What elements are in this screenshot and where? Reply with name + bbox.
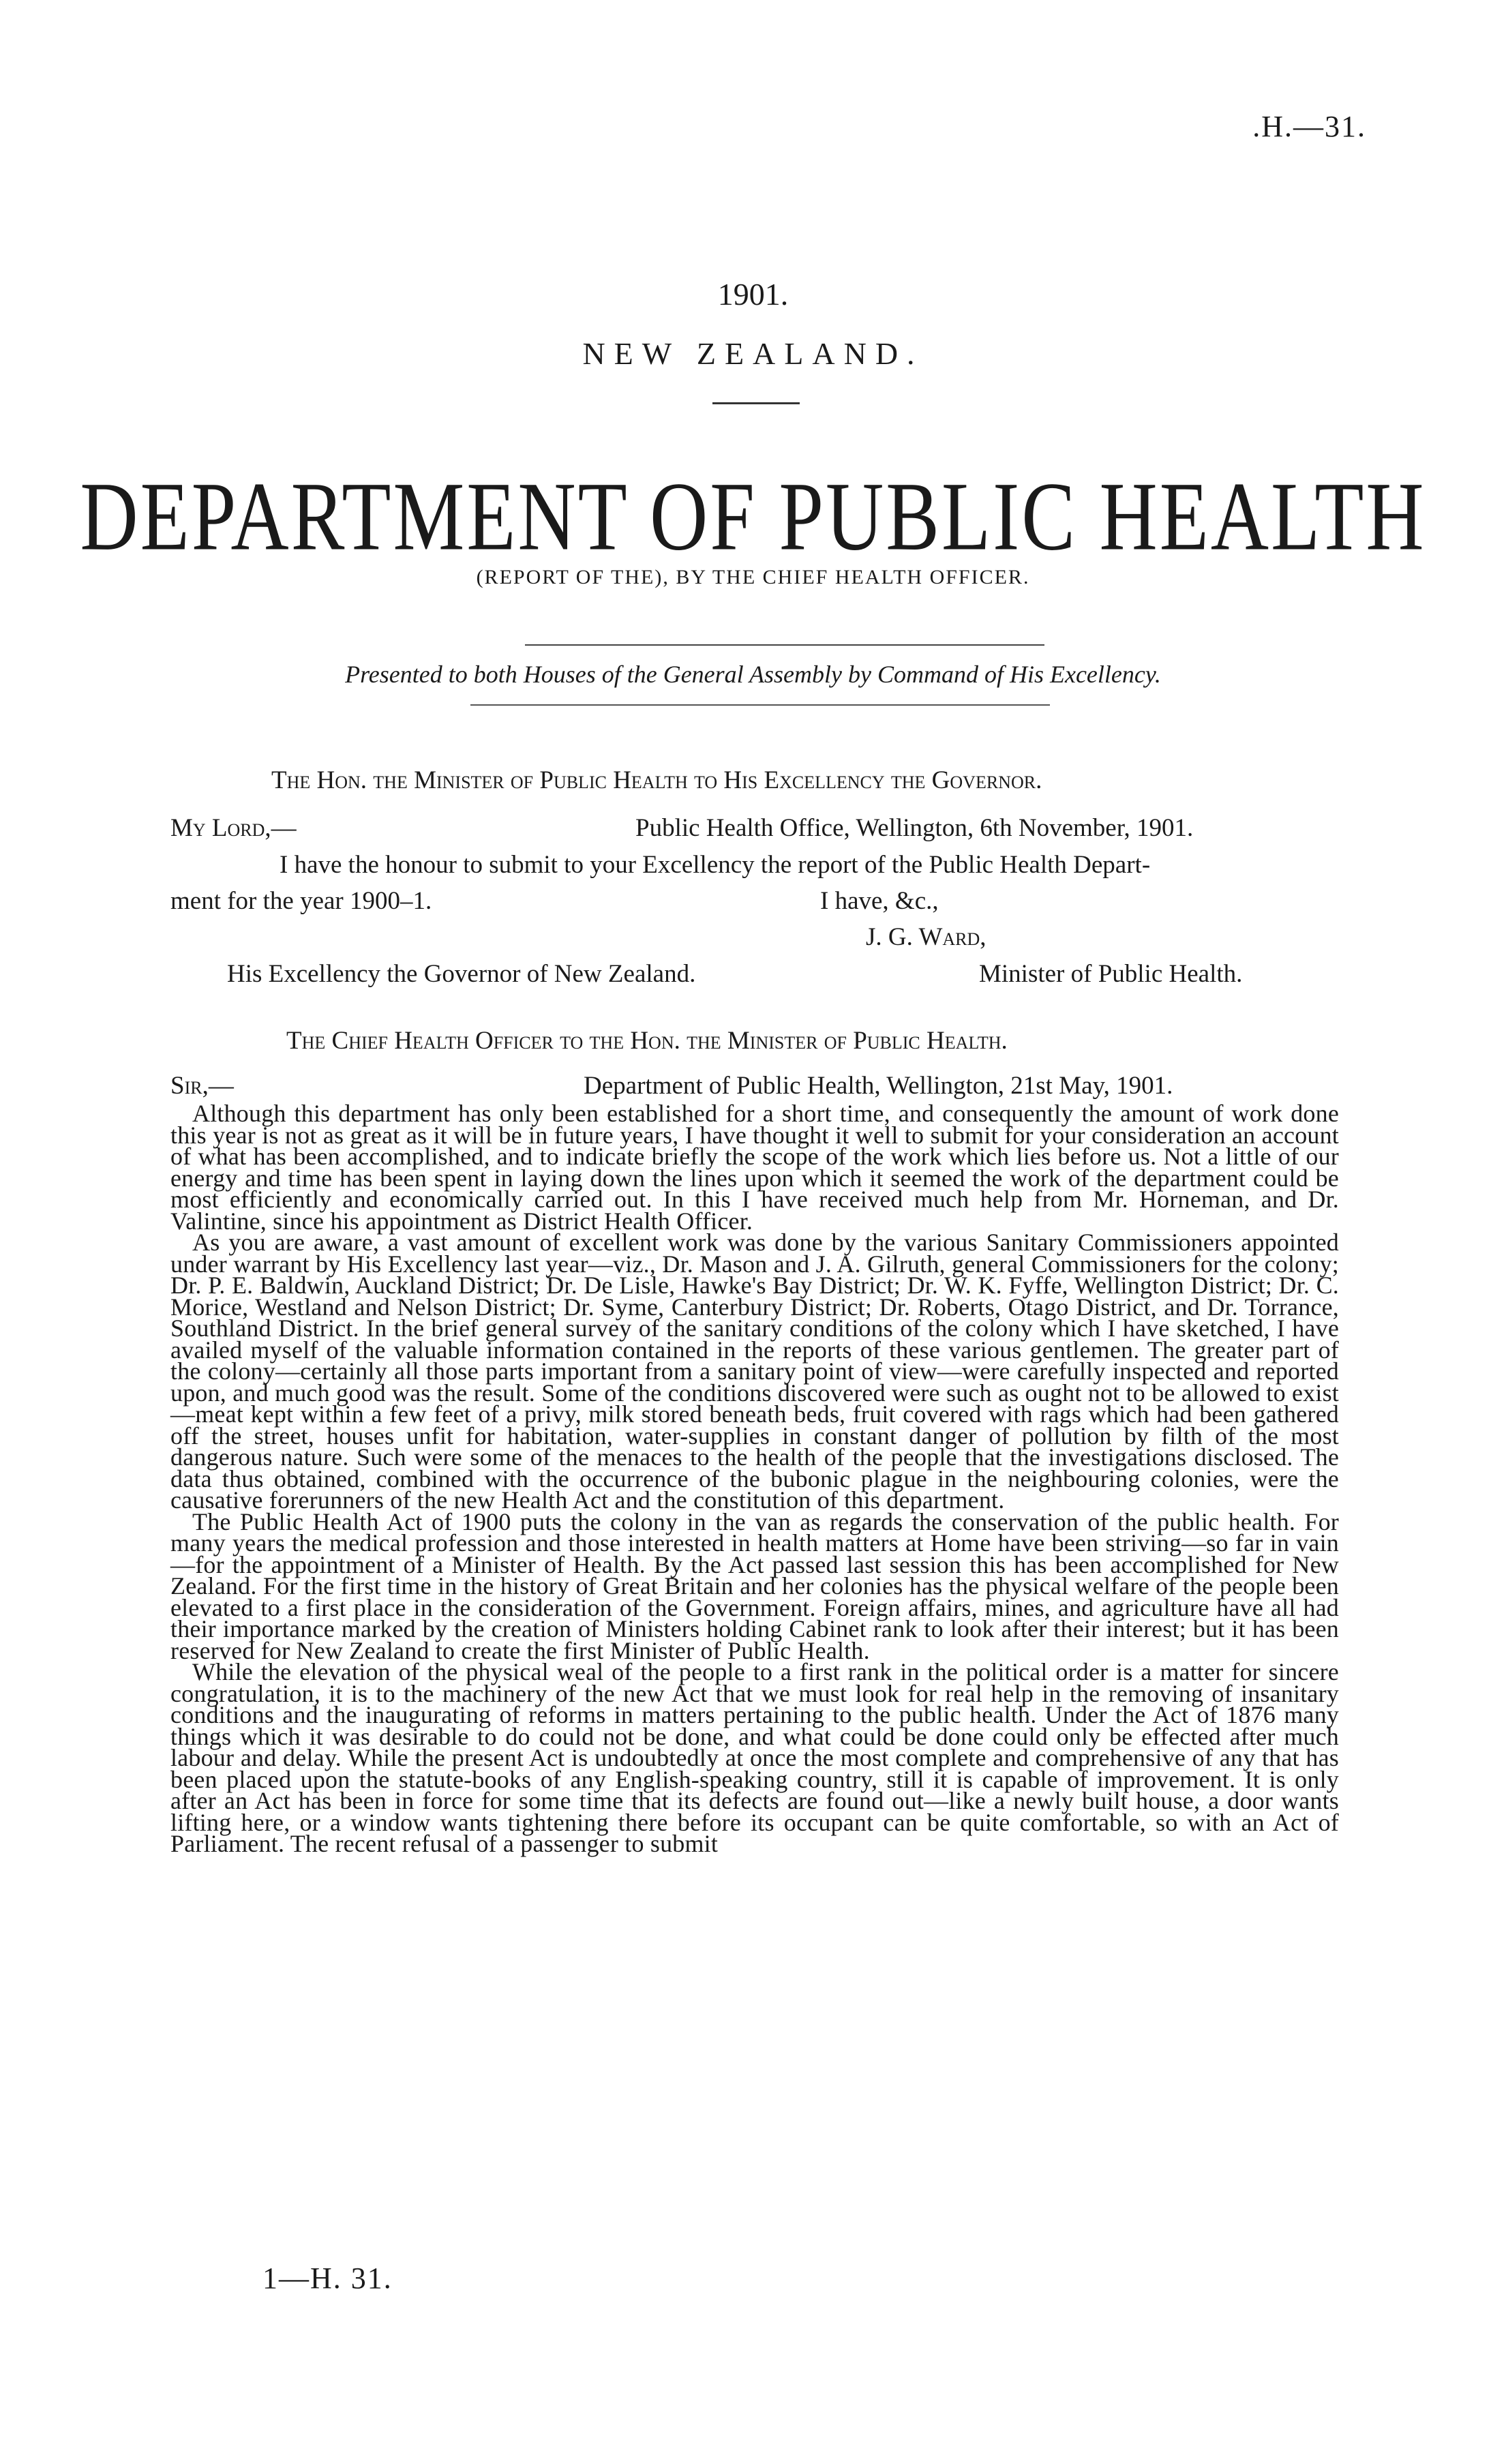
document-subtitle: (REPORT OF THE), BY THE CHIEF HEALTH OFFICER.	[476, 566, 1030, 588]
country-name: NEW ZEALAND.	[582, 336, 924, 371]
paragraph: Although this department has only been established for a short time, and consequently the amount of work done this year is not as great as it will be in future years, I have thought it well to submit for your consideration an account of what has been accomplished, and to indicate briefly the scope of the work which lies before us. Not a little of our energy and time has been spent in laying down the lines upon which it seemed the work of the department could be most efficiently and economically carried out. In this I have received much help from Mr. Horneman, and Dr. Valintine, since his appointment as District Health Officer.	[170, 1100, 1339, 1235]
paragraph: While the elevation of the physical weal of the people to a first rank in the political order is a matter for sincere congratulation, it is to the machinery of the new Act that we must look for real help in the removing of insanitary conditions and the inaugurating of reforms in matters pertaining to the public health. Under the Act of 1876 many things which it was desirable to do could not be done, and what could be done could only be effected after much labour and delay. While the present Act is undoubtedly at once the most complete and comprehensive of any that has been placed upon the statute-books of any English-speaking country, still it is capable of improvement. It is only after an Act has been in force for some time that its defects are found out—like a newly built house, a door wants lifting here, or a window wants tightening there before its occupant can be quite comfortable, so with an Act of Parliament. The recent refusal of a passenger to submit	[170, 1658, 1339, 1857]
letter1-salutation: My Lord,—	[170, 814, 297, 842]
page-reference: .H.—31.	[1252, 110, 1366, 143]
letter1-place-date: Public Health Office, Wellington, 6th November, 1901.	[635, 814, 1194, 842]
footer-page-reference: 1—H. 31.	[262, 2262, 393, 2295]
document-title: DEPARTMENT OF PUBLIC HEALTH	[80, 462, 1426, 571]
divider-bottom	[470, 704, 1050, 706]
paragraph: The Public Health Act of 1900 puts the colony in the van as regards the conservation of the public health. For many years the medical profession and those interested in health matters at Home have been striving—so far in vain—for the appointment of a Minister of Health. By the Act passed last session this has been accomplished for New Zealand. For the first time in the history of Great Britain and her colonies has the physical welfare of the people been elevated to a first place in the consideration of the Government. Foreign affairs, mines, and agriculture have all had their importance marked by the creation of Ministers holding Cabinet rank to look after their interest; but it has been reserved for New Zealand to create the first Minister of Public Health.	[170, 1507, 1339, 1664]
report-body	[170, 1100, 1339, 1857]
letter1-closing: I have, &c.,	[820, 887, 939, 915]
divider-short	[712, 402, 800, 404]
divider-top	[525, 644, 1044, 646]
letter2-heading: The Chief Health Officer to the Hon. the Minister of Public Health.	[286, 1027, 1008, 1055]
presented-line: Presented to both Houses of the General Assembly by Command of His Excellency.	[345, 661, 1161, 688]
letter1-body-line1: I have the honour to submit to your Excellency the report of the Public Health Depart-	[280, 851, 1151, 879]
letter1-signer-title: Minister of Public Health.	[979, 960, 1243, 988]
letter1-heading: The Hon. the Minister of Public Health to His Excellency the Governor.	[271, 766, 1042, 794]
letter2-place-date: Department of Public Health, Wellington, 21st May, 1901.	[584, 1072, 1173, 1100]
letter1-addressee: His Excellency the Governor of New Zealand.	[227, 960, 696, 988]
paragraph: As you are aware, a vast amount of excellent work was done by the various Sanitary Commissioners appointed under warrant by His Excellency last year—viz., Dr. Mason and J. A. Gilruth, general Commissioners for the colony; Dr. P. E. Baldwin, Auckland District; Dr. De Lisle, Hawke's Bay District; Dr. W. K. Fyffe, Wellington District; Dr. C. Morice, Westland and Nelson District; Dr. Syme, Canterbury District; Dr. Roberts, Otago District, and Dr. Torrance, Southland District. In the brief general survey of the sanitary conditions of the colony which I have sketched, I have availed myself of the valuable information contained in the reports of these various gentlemen. The greater part of the colony—certainly all those parts important from a sanitary point of view—were carefully inspected and reported upon, and much good was the result. Some of the conditions discovered were such as ought not to be allowed to exist—meat kept within a few feet of a privy, milk stored beneath beds, fruit covered with rags which had been gathered off the street, houses unfit for habitation, water-supplies in constant danger of pollution by filth of the most dangerous nature. Such were some of the menaces to the health of the people that the investigations disclosed. The data thus obtained, combined with the occurrence of the bubonic plague in the neighbouring colonies, were the causative forerunners of the new Health Act and the constitution of this department.	[170, 1229, 1339, 1514]
letter2-salutation: Sir,—	[170, 1072, 234, 1100]
letter1-signature: J. G. Ward,	[866, 923, 987, 951]
letter1-body-line2: ment for the year 1900–1.	[170, 887, 432, 915]
report-year: 1901.	[717, 277, 789, 312]
